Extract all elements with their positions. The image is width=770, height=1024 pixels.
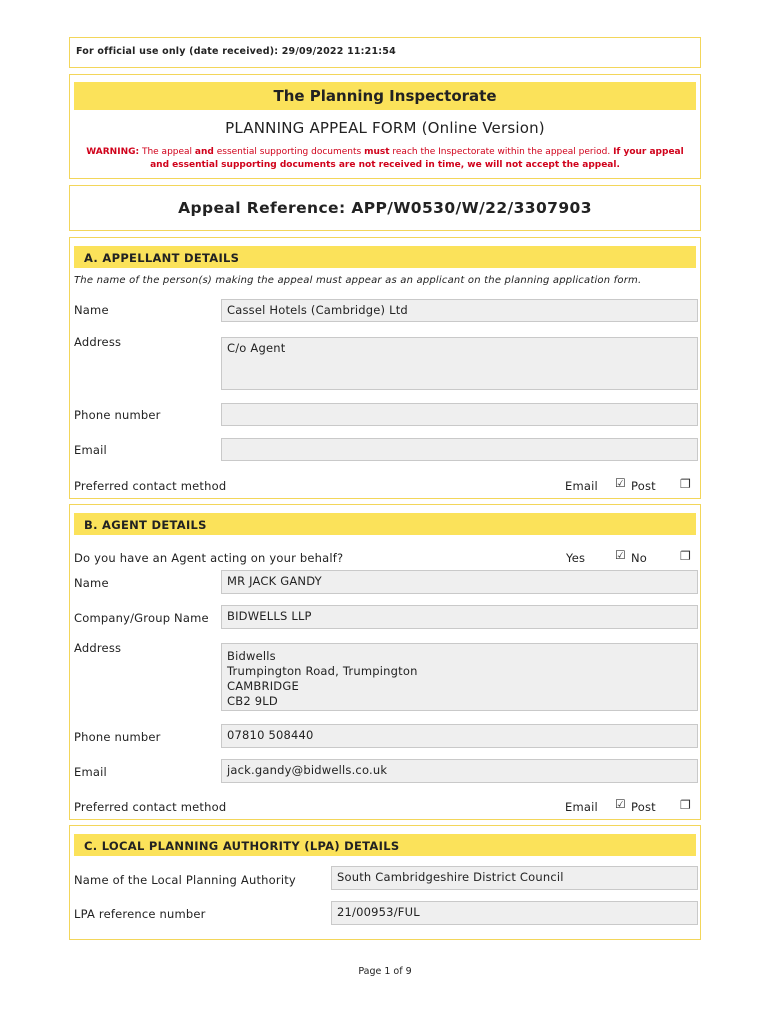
agent-email-checkbox-icon[interactable]: ☑ [615,797,626,811]
agent-opt-no-label: No [631,551,648,565]
warning-label: WARNING: [86,147,140,157]
section-b-title: B. AGENT DETAILS [84,518,207,532]
agent-name-field[interactable]: MR JACK GANDY [221,570,698,594]
official-use-text: For official use only (date received): 29/09/2022 11:21:54 [76,46,396,57]
form-title: PLANNING APPEAL FORM (Online Version) [225,119,545,137]
section-c-lpa [69,825,701,940]
agent-address-field[interactable]: Bidwells Trumpington Road, Trumpington CAMBRIDGE CB2 9LD [221,643,698,711]
official-use-box [69,37,701,68]
lpa-ref-field[interactable]: 21/00953/FUL [331,901,698,925]
agent-address-label: Address [74,641,122,655]
lpa-name-field[interactable]: South Cambridgeshire District Council [331,866,698,890]
agent-phone-label: Phone number [74,730,161,744]
appellant-address-field[interactable]: C/o Agent [221,337,698,390]
agent-no-checkbox-icon[interactable]: ❐ [680,549,691,563]
appellant-phone-field[interactable] [221,403,698,426]
warning-part-1: The appeal [139,147,195,157]
agent-company-field[interactable]: BIDWELLS LLP [221,605,698,629]
org-banner [74,82,696,110]
appellant-name-label: Name [74,303,109,317]
appellant-email-checkbox-icon[interactable]: ☑ [615,476,626,490]
agent-name-label: Name [74,576,109,590]
section-a-appellant [69,237,701,499]
agent-email-field[interactable]: jack.gandy@bidwells.co.uk [221,759,698,783]
appellant-note: The name of the person(s) making the appeal must appear as an applicant on the planning application form. [74,275,642,286]
warning-bold: If your appeal and essential supporting documents are not received in time, we will not accept the appeal. [150,147,684,170]
appellant-contact-label: Preferred contact method [74,479,227,493]
agent-question-label: Do you have an Agent acting on your behalf? [74,551,344,565]
warning-must: must [364,147,390,157]
agent-opt-yes-label: Yes [566,551,586,565]
agent-opt-post-label: Post [631,800,656,814]
appellant-address-label: Address [74,335,122,349]
lpa-ref-label: LPA reference number [74,907,206,921]
section-a-title: A. APPELLANT DETAILS [84,251,240,265]
appeal-reference-box [69,185,701,231]
form-header-box [69,74,701,179]
appellant-email-field[interactable] [221,438,698,461]
page-number: Page 1 of 9 [358,966,412,977]
appellant-email-label: Email [74,443,107,457]
agent-company-label: Company/Group Name [74,611,209,625]
appellant-opt-post-label: Post [631,479,656,493]
section-b-header [74,513,696,535]
warning-part-3: reach the Inspectorate within the appeal period. [389,147,614,157]
section-c-header [74,834,696,856]
section-a-header [74,246,696,268]
appeal-reference: Appeal Reference: APP/W0530/W/22/3307903 [178,199,592,217]
agent-email-label: Email [74,765,107,779]
appellant-opt-email-label: Email [565,479,598,493]
appellant-phone-label: Phone number [74,408,161,422]
warning-and: and [194,147,214,157]
appellant-name-field[interactable]: Cassel Hotels (Cambridge) Ltd [221,299,698,322]
appellant-post-checkbox-icon[interactable]: ❐ [680,477,691,491]
warning-text [78,146,692,172]
warning-part-2: essential supporting documents [213,147,365,157]
org-title: The Planning Inspectorate [273,87,497,105]
lpa-name-label: Name of the Local Planning Authority [74,873,296,887]
agent-contact-label: Preferred contact method [74,800,227,814]
section-b-agent [69,504,701,820]
agent-yes-checkbox-icon[interactable]: ☑ [615,548,626,562]
agent-opt-email-label: Email [565,800,598,814]
agent-phone-field[interactable]: 07810 508440 [221,724,698,748]
section-c-title: C. LOCAL PLANNING AUTHORITY (LPA) DETAILS [84,839,400,853]
agent-post-checkbox-icon[interactable]: ❐ [680,798,691,812]
